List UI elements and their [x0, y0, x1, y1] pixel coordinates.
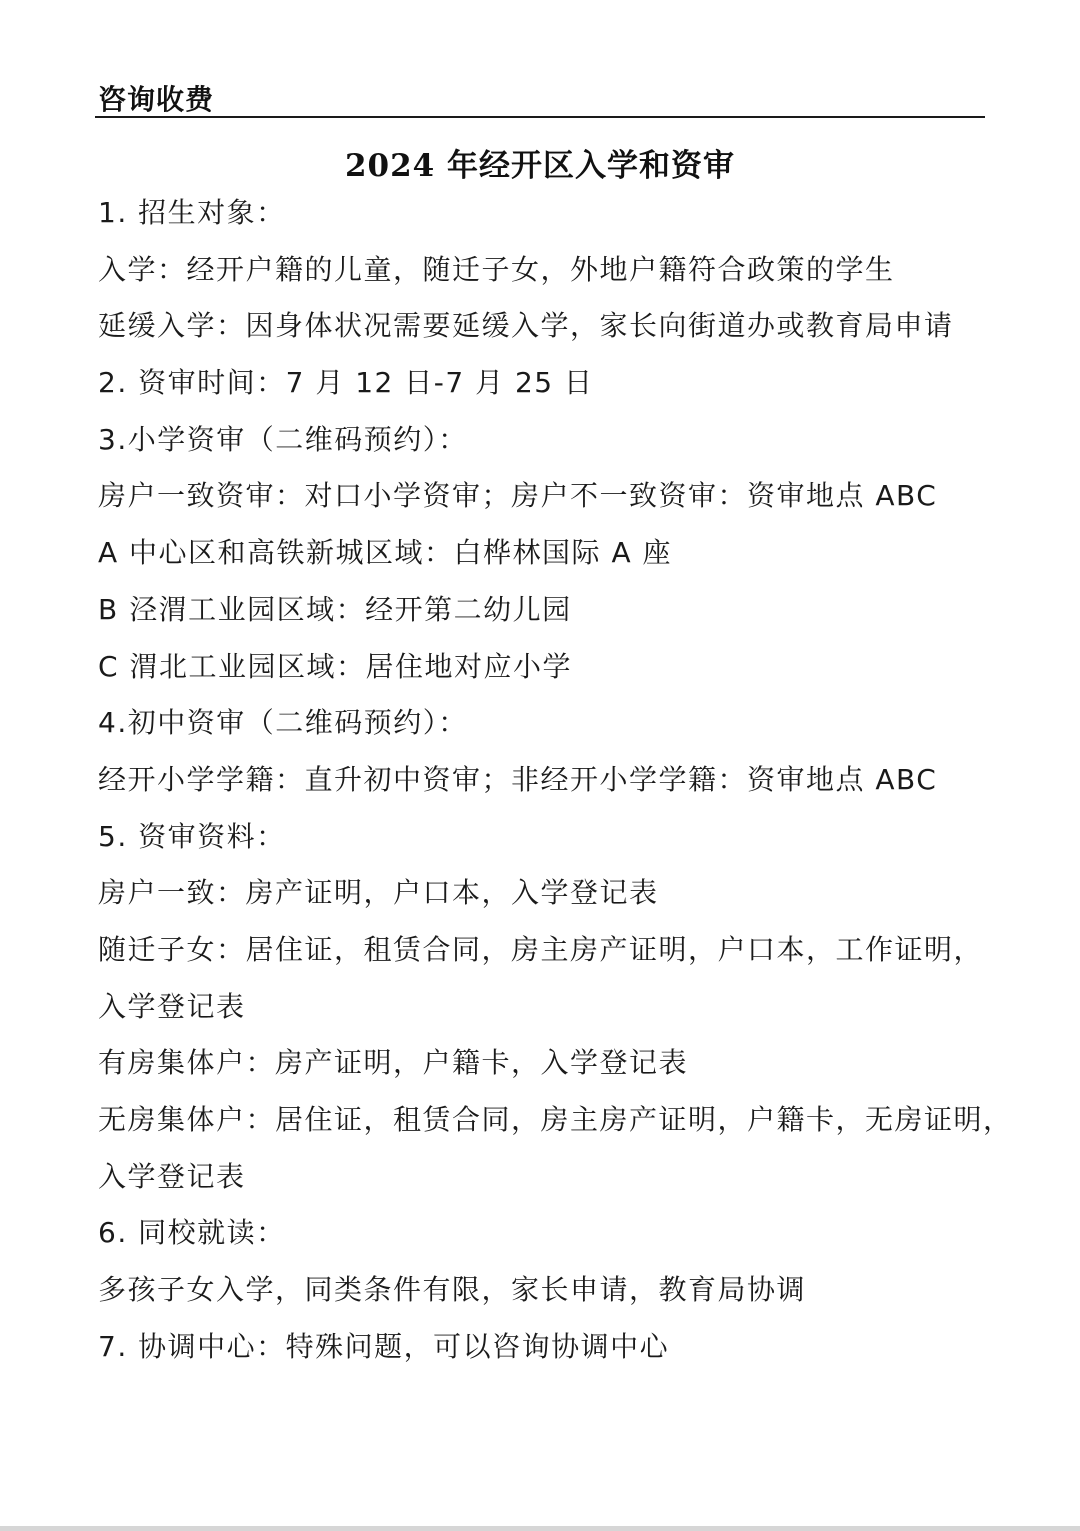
text-line: C 渭北工业园区域：居住地对应小学: [98, 649, 572, 683]
text-line: 延缓入学：因身体状况需要延缓入学，家长向街道办或教育局申请: [98, 309, 954, 343]
text-line: 有房集体户：房产证明，户籍卡，入学登记表: [98, 1046, 689, 1080]
text-line: 5. 资审资料：: [98, 819, 286, 853]
text-line: 2. 资审时间：7 月 12 日-7 月 25 日: [98, 366, 594, 400]
text-line: 无房集体户：居住证，租赁合同，房主房产证明，户籍卡，无房证明，: [98, 1103, 1013, 1136]
text-line: 7. 协调中心：特殊问题，可以咨询协调中心: [98, 1329, 670, 1363]
text-line: 入学登记表: [98, 989, 246, 1023]
text-line: 随迁子女：居住证，租赁合同，房主房产证明，户口本，工作证明，: [98, 932, 984, 966]
text-line: B 泾渭工业园区域：经开第二幼儿园: [98, 592, 572, 626]
text-line: 入学：经开户籍的儿童，随迁子女，外地户籍符合政策的学生: [98, 252, 895, 286]
text-line: 经开小学学籍：直升初中资审；非经开小学学籍：资审地点 ABC: [98, 762, 938, 796]
document-title: 2024 年经开区入学和资审: [344, 148, 736, 184]
text-line: 3.小学资审（二维码预约）：: [98, 422, 468, 456]
text-line: A 中心区和高铁新城区域：白桦林国际 A 座: [98, 536, 673, 570]
page-bottom-edge: [0, 1526, 1080, 1531]
text-line: 入学登记表: [98, 1159, 246, 1193]
header-label: 咨询收费: [98, 83, 215, 116]
text-line: 4.初中资审（二维码预约）：: [98, 706, 468, 740]
header-divider: [95, 116, 985, 118]
text-line: 多孩子女入学，同类条件有限，家长申请，教育局协调: [98, 1273, 807, 1307]
text-line: 房户一致资审：对口小学资审；房户不一致资审：资审地点 ABC: [98, 479, 938, 513]
text-line: 6. 同校就读：: [98, 1216, 286, 1250]
text-line: 1. 招生对象：: [98, 196, 286, 229]
document-body: [98, 190, 1013, 1380]
text-line: 房户一致：房产证明，户口本，入学登记表: [98, 876, 659, 910]
